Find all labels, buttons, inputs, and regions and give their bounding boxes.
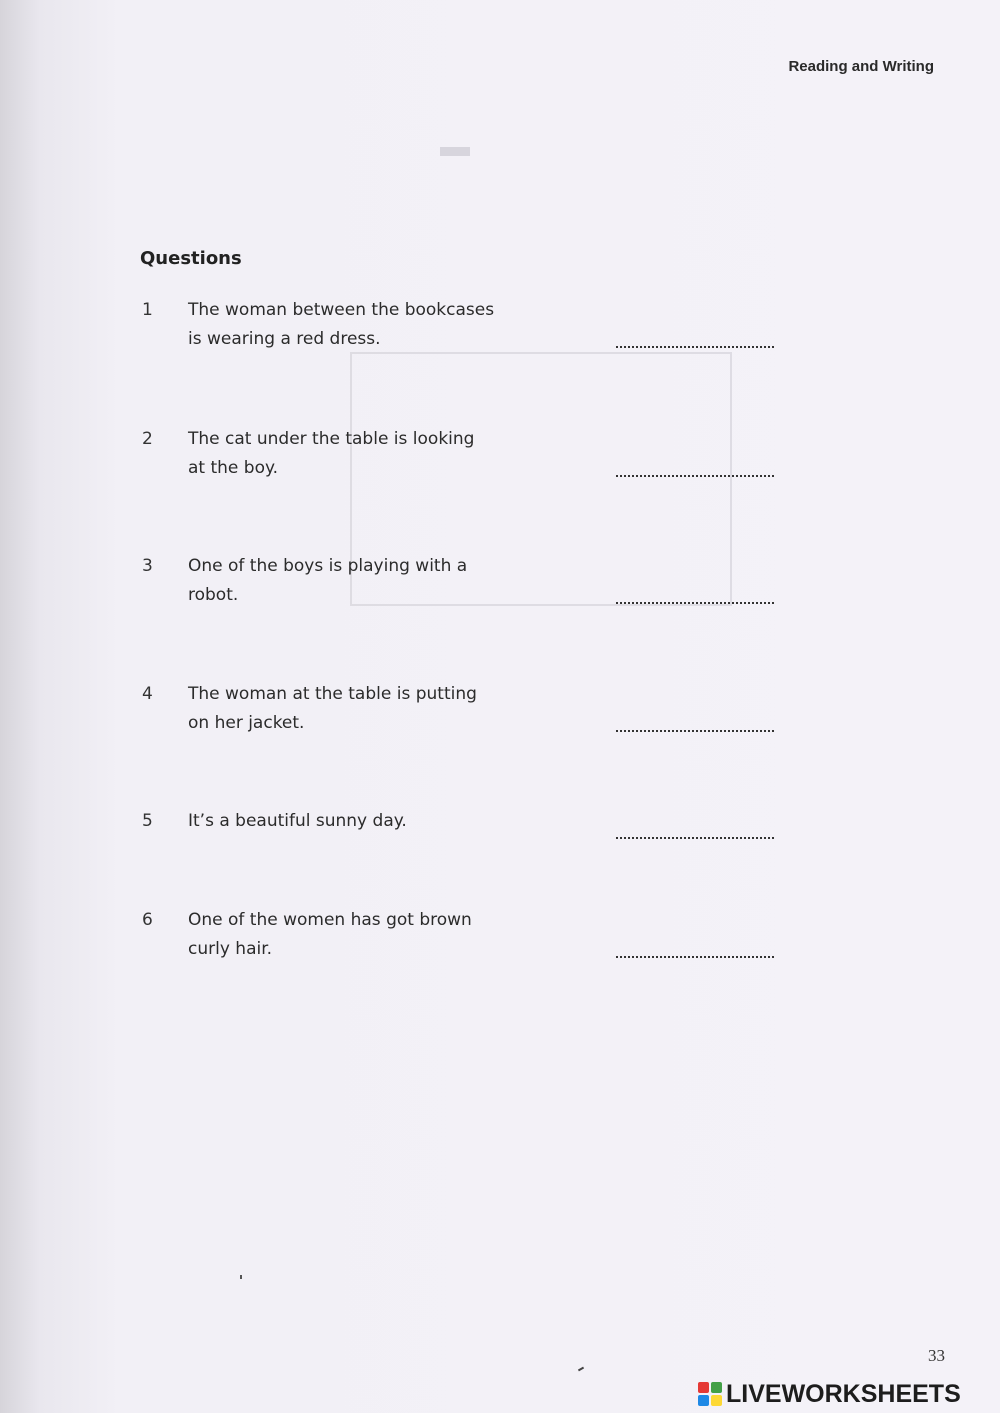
question-text [188,552,548,610]
question-number: 6 [142,910,153,930]
question-text-line: One of the boys is playing with a [188,556,468,576]
question-text-line: It’s a beautiful sunny day. [188,811,407,831]
show-through-decoration: ▬ [440,130,470,163]
answer-field-6[interactable] [616,928,774,958]
logo-square [711,1382,722,1393]
question-text [188,296,548,354]
answer-field-5[interactable] [616,809,774,839]
question-text-line: curly hair. [188,939,273,959]
question-4 [140,684,780,748]
question-number: 1 [142,300,153,320]
question-text-line: robot. [188,585,239,605]
question-number: 2 [142,429,153,449]
answer-field-4[interactable] [616,702,774,732]
scan-speck [240,1275,242,1279]
answer-field-1[interactable] [616,318,774,348]
question-1 [140,300,780,364]
question-text-line: is wearing a red dress. [188,329,381,349]
question-5 [140,811,780,875]
question-text-line: The woman at the table is putting [188,684,477,704]
answer-field-2[interactable] [616,447,774,477]
liveworksheets-wordmark: LIVEWORKSHEETS [726,1379,961,1408]
question-text [188,906,548,964]
question-text-line: The woman between the bookcases [188,300,495,320]
liveworksheets-logo-icon [698,1382,722,1406]
question-text [188,807,548,836]
question-6 [140,910,780,974]
question-number: 3 [142,556,153,576]
logo-square [698,1382,709,1393]
question-text [188,680,548,738]
question-3 [140,556,780,620]
questions-heading: Questions [140,248,242,269]
page-number: 33 [928,1346,945,1365]
answer-field-3[interactable] [616,574,774,604]
logo-square [698,1395,709,1406]
liveworksheets-logo [698,1380,961,1408]
question-number: 4 [142,684,153,704]
question-text-line: at the boy. [188,458,279,478]
question-text-line: on her jacket. [188,713,305,733]
question-text-line: One of the women has got brown [188,910,472,930]
question-2 [140,429,780,493]
logo-square [711,1395,722,1406]
section-header: Reading and Writing [788,58,934,75]
question-text [188,425,548,483]
question-number: 5 [142,811,153,831]
question-text-line: The cat under the table is looking [188,429,475,449]
